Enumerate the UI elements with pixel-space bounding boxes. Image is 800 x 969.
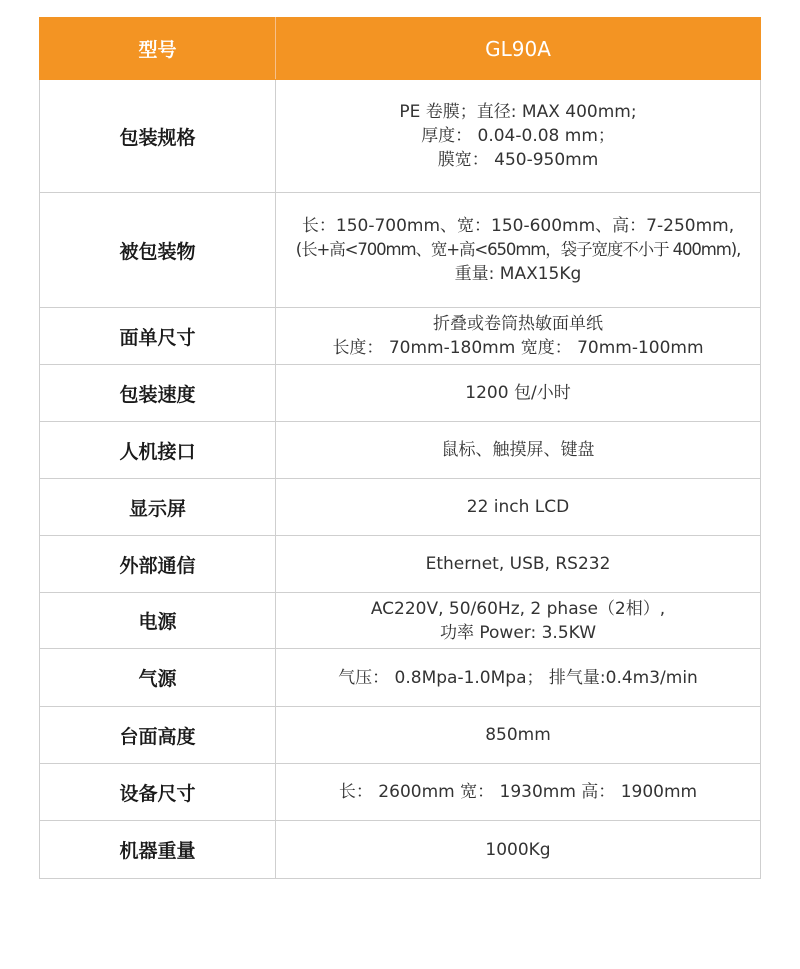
- row-value: [276, 365, 761, 422]
- value-line: 重量: MAX15Kg: [454, 264, 582, 284]
- row-value: [276, 649, 761, 707]
- row-value: [276, 308, 761, 365]
- row-label: 人机接口: [40, 422, 276, 479]
- table-row: [40, 764, 761, 821]
- table-row: [40, 193, 761, 308]
- row-label: 外部通信: [40, 536, 276, 593]
- header-row: [40, 18, 761, 80]
- row-value: [276, 593, 761, 649]
- row-value: [276, 707, 761, 764]
- value-line: (长+高<700mm、宽+高<650mm，袋子宽度不小于 400mm),: [295, 240, 741, 259]
- value-line: 长度： 70mm-180mm 宽度： 70mm-100mm: [332, 338, 704, 358]
- value-line: PE 卷膜；直径: MAX 400mm;: [399, 102, 637, 122]
- row-value: [276, 422, 761, 479]
- row-label: 机器重量: [40, 821, 276, 879]
- row-label: 台面高度: [40, 707, 276, 764]
- table-row: [40, 479, 761, 536]
- row-label: 显示屏: [40, 479, 276, 536]
- row-value: [276, 536, 761, 593]
- table-row: [40, 365, 761, 422]
- value-line: AC220V, 50/60Hz, 2 phase（2相）,: [370, 598, 666, 619]
- value-line: Ethernet, USB, RS232: [425, 554, 611, 574]
- table-row: [40, 707, 761, 764]
- table-row: [40, 821, 761, 879]
- row-value: [276, 821, 761, 879]
- row-label: 面单尺寸: [40, 308, 276, 365]
- row-value: [276, 193, 761, 308]
- row-label: 包装规格: [40, 80, 276, 193]
- table-row: [40, 308, 761, 365]
- value-line: 功率 Power: 3.5KW: [439, 622, 597, 643]
- header-value: GL90A: [276, 18, 761, 80]
- row-label: 被包装物: [40, 193, 276, 308]
- row-value: [276, 80, 761, 193]
- table-row: [40, 536, 761, 593]
- row-label: 包装速度: [40, 365, 276, 422]
- row-label: 电源: [40, 593, 276, 649]
- header-label: 型号: [40, 18, 276, 80]
- value-line: 22 inch LCD: [466, 497, 570, 517]
- value-line: 气压： 0.8Mpa-1.0Mpa； 排气量:0.4m3/min: [338, 667, 698, 688]
- row-value: [276, 764, 761, 821]
- value-line: 1000Kg: [485, 839, 551, 860]
- value-line: 1200 包/小时: [465, 383, 571, 403]
- table-row: [40, 649, 761, 707]
- row-value: [276, 479, 761, 536]
- table-row: [40, 80, 761, 193]
- value-line: 长：150-700mm、宽：150-600mm、高：7-250mm,: [301, 216, 735, 236]
- row-label: 气源: [40, 649, 276, 707]
- value-line: 厚度： 0.04-0.08 mm；: [421, 126, 615, 146]
- spec-table: [39, 17, 761, 879]
- table-row: [40, 593, 761, 649]
- row-label: 设备尺寸: [40, 764, 276, 821]
- table-row: [40, 422, 761, 479]
- value-line: 长： 2600mm 宽： 1930mm 高： 1900mm: [338, 782, 698, 802]
- value-line: 折叠或卷筒热敏面单纸: [433, 314, 603, 334]
- value-line: 850mm: [485, 725, 551, 745]
- value-line: 膜宽： 450-950mm: [437, 150, 599, 170]
- value-line: 鼠标、触摸屏、键盘: [441, 440, 595, 460]
